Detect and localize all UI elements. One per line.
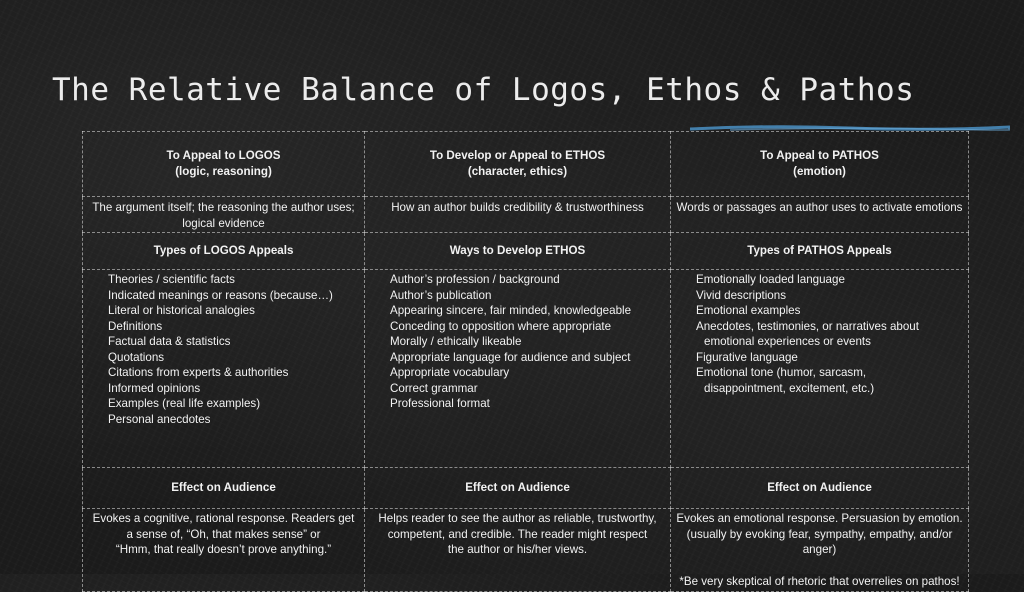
pathos-warning-note: *Be very skeptical of rhetoric that overrelies on pathos! xyxy=(679,574,960,588)
list-item: Literal or historical analogies xyxy=(108,304,255,317)
logos-types-cell xyxy=(83,270,365,468)
pathos-definition xyxy=(671,197,969,233)
list-item: Conceding to opposition where appropriate xyxy=(390,319,612,333)
list-item: Theories / scientific facts xyxy=(108,273,235,286)
logos-definition-line: logical evidence xyxy=(182,216,265,230)
pathos-effect-line: (usually by evoking fear, sympathy, empathy, and/or xyxy=(686,527,953,541)
list-item: Informed opinions xyxy=(108,381,201,395)
pathos-effect-line: Evokes an emotional response. Persuasion by emotion. xyxy=(676,512,963,525)
definition-row xyxy=(83,197,969,233)
logos-effect-line: “Hmm, that really doesn’t prove anything.” xyxy=(115,543,332,556)
pathos-types-list xyxy=(674,272,965,396)
logos-effect-title: Effect on Audience xyxy=(83,468,365,509)
list-item: Appropriate language for audience and subject xyxy=(390,350,631,364)
list-item: Personal anecdotes xyxy=(108,412,211,426)
pathos-effect xyxy=(671,509,969,592)
logos-types-list xyxy=(86,272,361,427)
ethos-header-cell xyxy=(365,132,671,197)
pathos-types-title: Types of PATHOS Appeals xyxy=(671,233,969,270)
logos-header-cell xyxy=(83,132,365,197)
list-item: Factual data & statistics xyxy=(108,335,231,348)
ethos-header: To Develop or Appeal to ETHOS xyxy=(429,149,606,162)
logos-definition-line: The argument itself; the reasoning the author uses; xyxy=(92,201,355,214)
logos-effect xyxy=(83,509,365,592)
ethos-header-sub: (character, ethics) xyxy=(467,164,568,178)
ethos-types-list xyxy=(368,272,667,412)
list-item: Examples (real life examples) xyxy=(108,397,261,410)
logos-effect-line: Evokes a cognitive, rational response. Readers get xyxy=(92,512,355,525)
list-item: Author’s profession / background xyxy=(390,273,560,286)
pathos-effect-line: anger) xyxy=(802,543,837,556)
list-item: Definitions xyxy=(108,319,163,333)
effect-title-row xyxy=(83,468,969,509)
table-header-row xyxy=(83,132,969,197)
types-title-row xyxy=(83,233,969,270)
list-item: Citations from experts & authorities xyxy=(108,366,289,379)
list-item: Professional format xyxy=(390,397,490,410)
ethos-types-cell xyxy=(365,270,671,468)
list-item: Appropriate vocabulary xyxy=(390,366,510,379)
pathos-effect-title: Effect on Audience xyxy=(671,468,969,509)
slide-title: The Relative Balance of Logos, Ethos & Pathos xyxy=(52,72,915,108)
pathos-header: To Appeal to PATHOS xyxy=(760,149,879,162)
list-item: Indicated meanings or reasons (because…) xyxy=(108,288,333,302)
list-item: emotional experiences or events xyxy=(704,335,871,348)
effect-text-row xyxy=(83,509,969,592)
list-item: Emotionally loaded language xyxy=(696,273,845,286)
ethos-effect-line: the author or his/her views. xyxy=(447,543,588,556)
pathos-definition-line: Words or passages an author uses to activate emotions xyxy=(676,201,963,214)
list-item: Quotations xyxy=(108,350,165,364)
rhetoric-comparison-table xyxy=(82,131,969,592)
list-item: Author’s publication xyxy=(390,288,492,302)
logos-definition xyxy=(83,197,365,233)
ethos-effect-line: Helps reader to see the author as reliable, trustworthy, xyxy=(378,512,657,525)
ethos-types-title: Ways to Develop ETHOS xyxy=(365,233,671,270)
pathos-header-sub: (emotion) xyxy=(793,164,846,178)
pathos-types-cell xyxy=(671,270,969,468)
list-item: Emotional examples xyxy=(696,304,801,317)
logos-effect-line: a sense of, “Oh, that makes sense” or xyxy=(126,527,321,541)
logos-header-sub: (logic, reasoning) xyxy=(175,164,272,178)
ethos-effect-title: Effect on Audience xyxy=(365,468,671,509)
pathos-header-cell xyxy=(671,132,969,197)
list-item: Figurative language xyxy=(696,350,798,364)
ethos-definition xyxy=(365,197,671,233)
list-item: Correct grammar xyxy=(390,381,478,395)
list-item: Emotional tone (humor, sarcasm, xyxy=(696,366,867,379)
types-list-row xyxy=(83,270,969,468)
ethos-effect-line: competent, and credible. The reader might respect xyxy=(387,527,648,541)
list-item: Vivid descriptions xyxy=(696,288,787,302)
logos-header: To Appeal to LOGOS xyxy=(166,149,281,162)
ethos-definition-line: How an author builds credibility & trustworthiness xyxy=(391,201,644,214)
list-item: Appearing sincere, fair minded, knowledgeable xyxy=(390,304,632,317)
logos-types-title: Types of LOGOS Appeals xyxy=(83,233,365,270)
list-item: Morally / ethically likeable xyxy=(390,335,522,348)
list-item: Anecdotes, testimonies, or narratives about xyxy=(696,319,919,333)
ethos-effect xyxy=(365,509,671,592)
list-item: disappointment, excitement, etc.) xyxy=(704,381,875,395)
